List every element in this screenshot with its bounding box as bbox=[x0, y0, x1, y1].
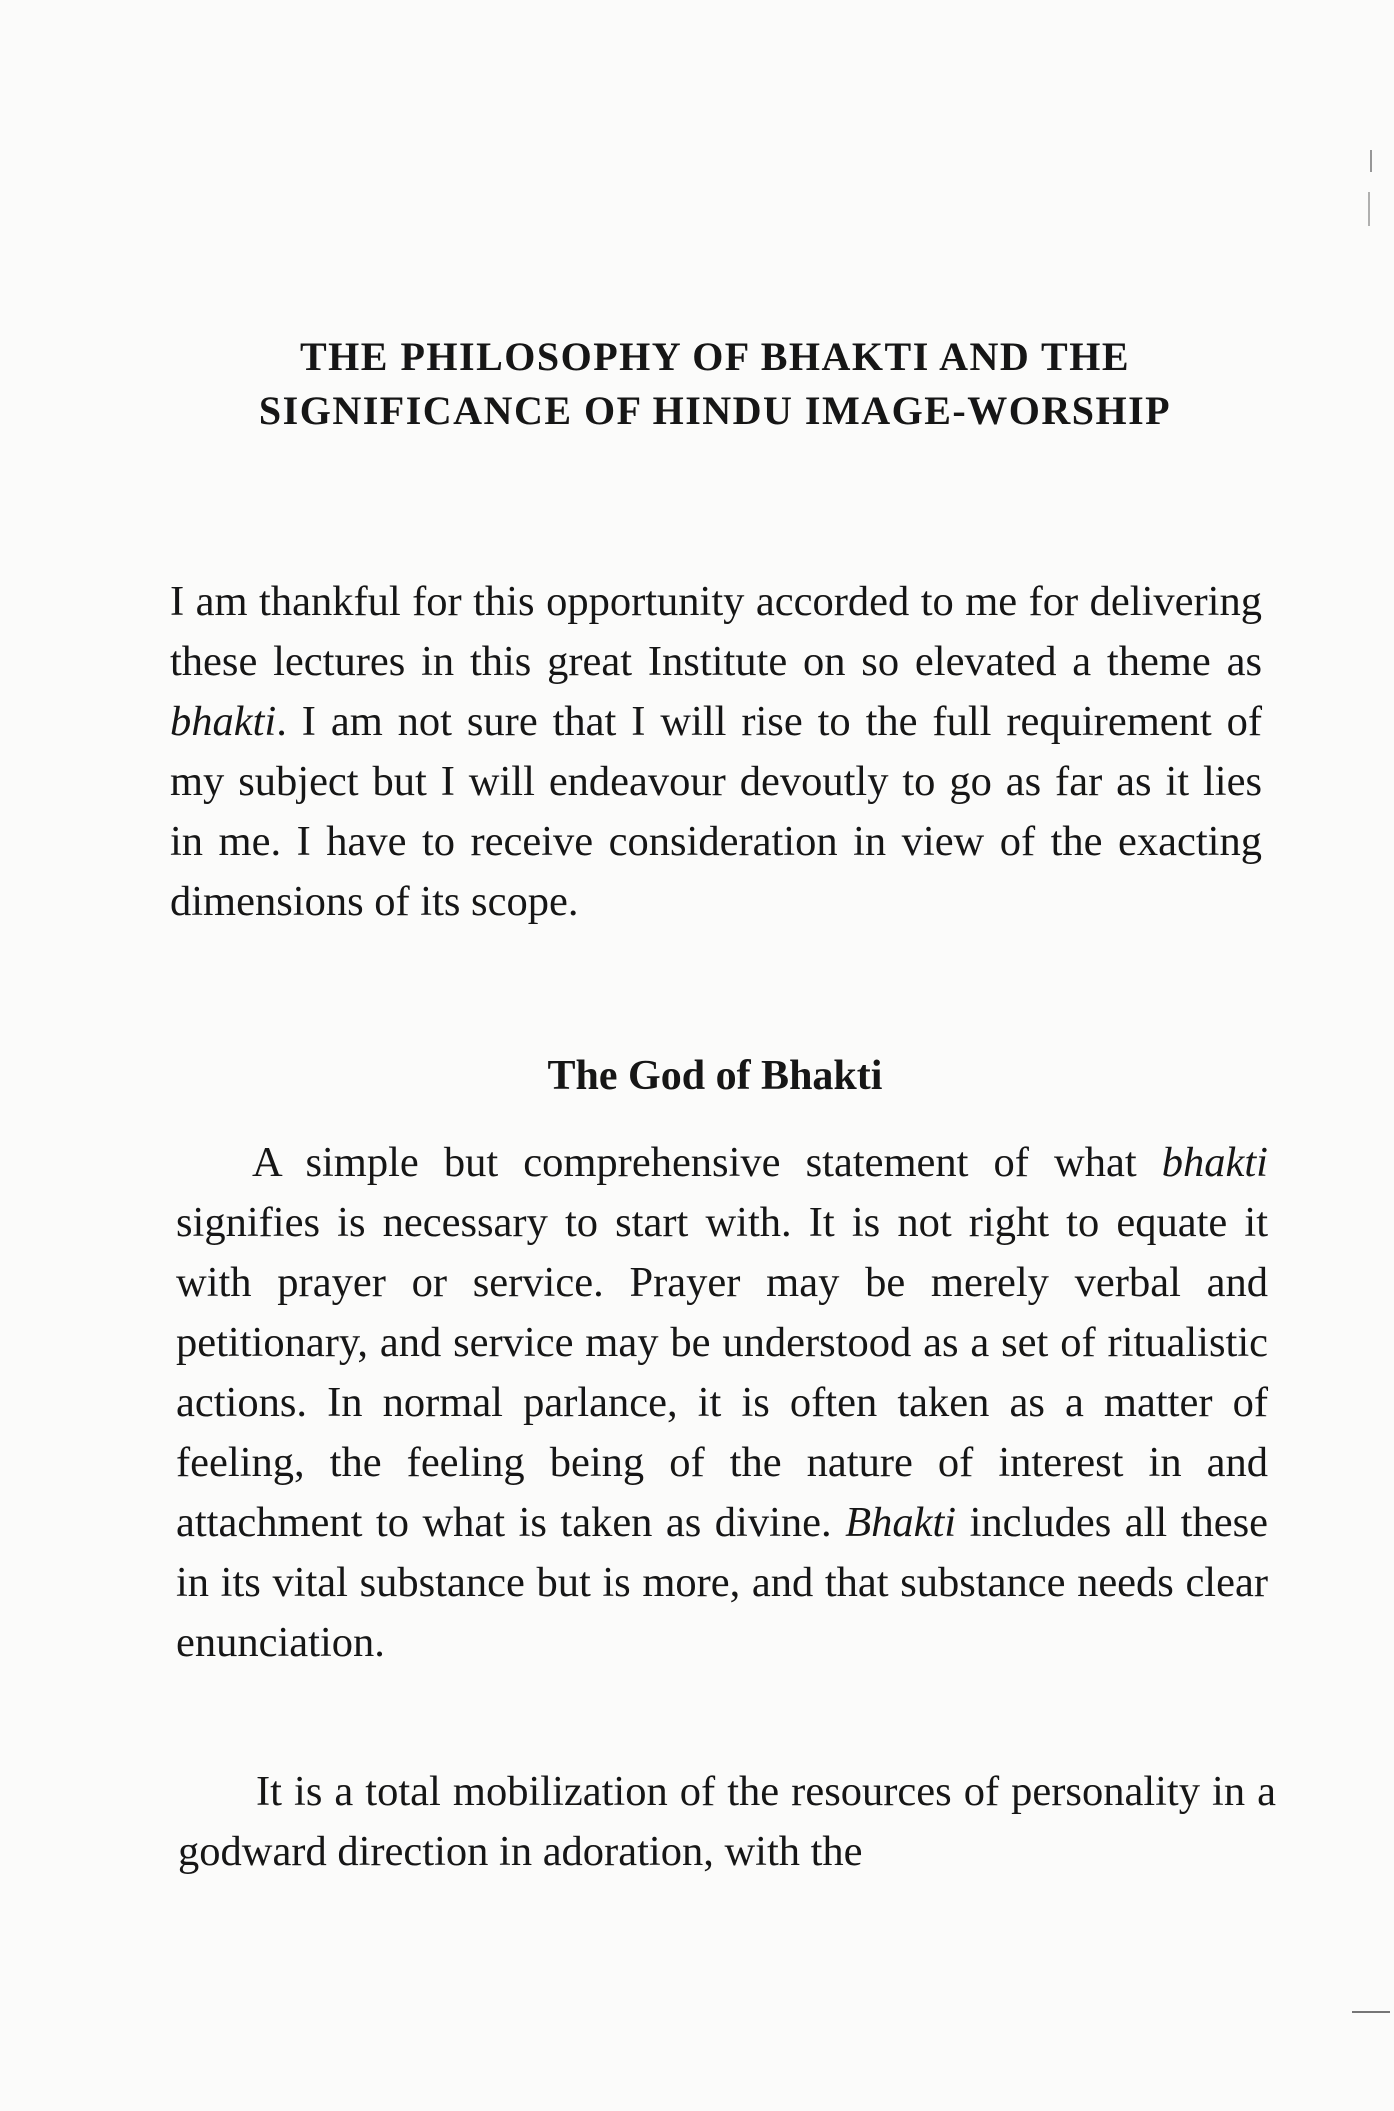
paragraph-mobilization bbox=[178, 1762, 1276, 1882]
paragraph-intro-emphasis: bhakti bbox=[170, 698, 277, 745]
paragraph-intro-text-1: I am thankful for this opportunity accorded to me for delivering these lectures in this great Institute on so elevated a theme as bbox=[170, 578, 1262, 685]
title-line-2: SIGNIFICANCE OF HINDU IMAGE-WORSHIP bbox=[258, 388, 1172, 433]
paragraph-definition-text-1: A simple but comprehensive statement of what bbox=[252, 1139, 1162, 1186]
scan-edge-mark-bottom bbox=[1352, 2011, 1390, 2013]
paragraph-intro bbox=[170, 572, 1262, 932]
paragraph-definition bbox=[176, 1133, 1268, 1673]
scan-edge-mark-mid bbox=[1368, 192, 1370, 226]
paragraph-mobilization-text: It is a total mobilization of the resources of personality in a godward direction in adoration, with the bbox=[178, 1768, 1276, 1875]
paragraph-definition-emphasis-1: bhakti bbox=[1161, 1139, 1268, 1186]
scan-edge-mark-top bbox=[1370, 150, 1372, 172]
title-line-1: THE PHILOSOPHY OF BHAKTI AND THE bbox=[300, 334, 1130, 379]
page-title bbox=[150, 330, 1280, 438]
paragraph-definition-text-3: includes all these in its vital substance but is more, and that substance needs clear enunciation. bbox=[176, 1499, 1269, 1666]
paragraph-intro-text-2: . I am not sure that I will rise to the full requirement of my subject but I will endeavour devoutly to go as far as it lies in me. I have to receive consideration in view of the exacting dimensions of its scope. bbox=[170, 698, 1262, 925]
section-heading: The God of Bhakti bbox=[547, 1053, 883, 1099]
paragraph-definition-text-2: signifies is necessary to start with. It is not right to equate it with prayer or service. Prayer may be merely verbal and petitionary, and service may be understood as a set of ritualistic actions. In normal parlance, it is often taken as a matter of feeling, the feeling being of the nature of interest in and attachment to what is taken as divine. bbox=[176, 1199, 1268, 1546]
paragraph-definition-emphasis-2: Bhakti bbox=[845, 1499, 957, 1546]
